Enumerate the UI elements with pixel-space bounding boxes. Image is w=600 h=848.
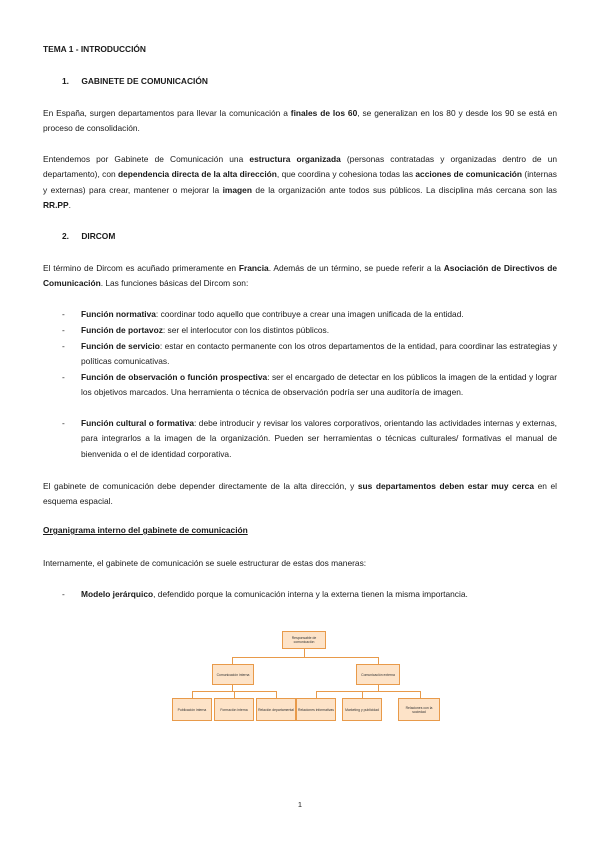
org-chart: [170, 627, 440, 727]
function-2-name: Función de portavoz: [81, 325, 163, 335]
org-box-relacion-departamental: Relación departamental: [256, 698, 296, 721]
p3-text-e: . Las funciones básicas del Dircom son:: [100, 278, 249, 289]
list-dash: -: [62, 418, 65, 428]
function-2-text: : ser el interlocutor con los distintos públicos.: [162, 325, 330, 335]
paragraph-1: [43, 106, 557, 137]
list-dash: -: [62, 372, 65, 382]
document-title: TEMA 1 - INTRODUCCIÓN: [43, 44, 146, 54]
function-4-name: Función de observación o función prospectiva: [81, 372, 268, 382]
paragraph-5: Internamente, el gabinete de comunicación se suele estructurar de estas dos maneras:: [43, 558, 367, 568]
function-5-text: : debe introducir y revisar los valores corporativos, orientando las actividades internas y externas, para integrarlos a la imagen de la organización. Pueden ser herramientas o técnicas culturales/ formativas el manual de bienvenida o el de identidad corporativa.: [81, 418, 558, 459]
connector: [378, 657, 379, 664]
modelo-text: , defendido porque la comunicación interna y la externa tienen la misma importancia.: [153, 589, 468, 599]
paragraph-2: [43, 152, 557, 214]
connector: [316, 691, 317, 698]
list-dash: -: [62, 341, 65, 351]
p4-text-a: El gabinete de comunicación debe depender directamente de la alta dirección, y: [43, 481, 358, 491]
list-dash: -: [62, 589, 65, 599]
section-2-title: DIRCOM: [81, 231, 116, 241]
p4-text-c: en el esquema espacial.: [43, 481, 557, 507]
p1-bold-b: finales de los 60: [290, 108, 358, 118]
p3-bold-b: Francia: [238, 263, 269, 273]
function-5-name: Función cultural o formativa: [81, 418, 195, 428]
org-box-internal: Comunicación interna: [212, 664, 254, 685]
section-2-number: 2.: [62, 231, 69, 241]
connector: [232, 657, 233, 664]
function-4-text: : ser el encargado de detectar en los públicos la imagen de la entidad y lograr los objetivos marcados. Una herramienta o técnica de observación podría ser una auditoría de imagen.: [81, 372, 557, 398]
org-box-marketing: Marketing y publicidad: [342, 698, 382, 721]
org-box-root: Responsable de comunicación: [282, 631, 326, 649]
p2-text-c: (personas contratadas y organizadas dentro de un departamento), con: [43, 154, 558, 180]
connector: [232, 657, 378, 658]
p2-bold-b: estructura organizada: [249, 154, 341, 164]
section-2-heading: [62, 231, 115, 241]
section-1-title: GABINETE DE COMUNICACIÓN: [81, 76, 208, 86]
connector: [234, 691, 235, 698]
section-1-heading: [62, 76, 208, 86]
p3-bold-d: Asociación de Directivos de Comunicación: [43, 263, 557, 289]
p2-text-k: .: [68, 200, 71, 211]
organigrama-heading: Organigrama interno del gabinete de comunicación: [43, 525, 248, 535]
connector: [304, 649, 305, 657]
org-box-formacion: Formación interna: [214, 698, 254, 721]
function-1-text: : coordinar todo aquello que contribuye a crear una imagen unificada de la entidad.: [155, 309, 464, 319]
modelo-name: Modelo jerárquico: [81, 589, 154, 599]
org-box-external: Comunicación externa: [356, 664, 400, 685]
org-box-relaciones-sociedad: Relaciones con la sociedad: [398, 698, 440, 721]
org-box-relaciones-informativas: Relaciones informativas: [296, 698, 336, 721]
p2-text-a: Entendemos por Gabinete de Comunicación una: [43, 154, 250, 164]
p1-text-c: , se generalizan en los 80 y desde los 90 se está en proceso de consolidación.: [43, 108, 557, 134]
page-number: 1: [297, 800, 303, 809]
list-dash: -: [62, 309, 65, 319]
connector: [316, 691, 420, 692]
org-box-publicacion: Publicación interna: [172, 698, 212, 721]
function-3-name: Función de servicio: [81, 341, 160, 351]
connector: [192, 691, 193, 698]
p2-bold-h: imagen: [222, 184, 252, 195]
paragraph-4: [43, 479, 557, 510]
p2-text-i: de la organización ante todos sus públicos. La disciplina más cercana son las: [251, 184, 557, 195]
section-1-number: 1.: [62, 76, 69, 86]
connector: [362, 691, 363, 698]
function-3-text: : estar en contacto permanente con los otros departamentos de la entidad, para coordinar las estrategias y políticas comunicativas.: [81, 341, 558, 367]
p2-bold-f: acciones de comunicación: [415, 169, 523, 180]
paragraph-3: [43, 261, 557, 292]
p2-text-e: , que coordina y cohesiona todas las: [276, 169, 416, 180]
p3-text-c: . Además de un término, se puede referir a la: [268, 263, 444, 273]
p1-text-a: En España, surgen departamentos para llevar la comunicación a: [43, 108, 291, 118]
list-dash: -: [62, 325, 65, 335]
p2-bold-j: RR.PP: [43, 200, 69, 211]
p2-bold-d: dependencia directa de la alta dirección: [118, 169, 277, 180]
connector: [276, 691, 277, 698]
p3-text-a: El término de Dircom es acuñado primeramente en: [43, 263, 239, 273]
p4-bold-b: sus departamentos deben estar muy cerca: [357, 481, 534, 491]
p2-text-g: (internas y externas) para crear, mantener o mejorar la: [43, 169, 557, 195]
function-1-name: Función normativa: [81, 309, 156, 319]
connector: [420, 691, 421, 698]
